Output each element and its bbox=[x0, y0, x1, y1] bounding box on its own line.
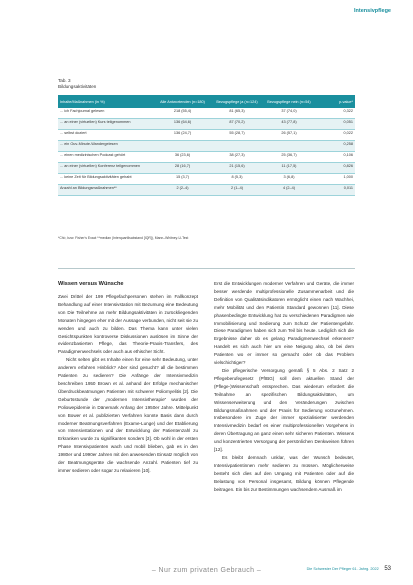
table-cell: 37 (74,0) bbox=[263, 108, 315, 119]
table-cell: 43 (77,8) bbox=[263, 119, 315, 130]
table-cell: ... an einer (virtuellen) Konferenz teilgenommen bbox=[58, 163, 154, 174]
table-number: Tab. 3 bbox=[58, 78, 71, 83]
paragraph: Zwei Drittel der 199 Pflegefachpersonen stehen im Fallkonzept Behandlung auf einer Intensivstation mit Bezumung eine Bedeutung von Die Teilnehme an mehr Bildungsaktivitäten in zurückliegenden Monaten hingegen eher mit der Aussage verbunden, nicht seit sie zu wenden und auch zu bilden. Das Thema kann unter vielen Gesichtspunkten kontroverse Diskussionen auslösen im Sinne der evidenzbasierten Pflege, das Theorie-Praxis-Transfers, des Paradigmenwechsels oder auch aus ethischer Sicht. bbox=[58, 294, 198, 355]
table-cell: 0,106 bbox=[315, 152, 355, 163]
page-footer bbox=[307, 566, 391, 572]
section-label: Intensivpflege bbox=[354, 8, 391, 14]
table-row bbox=[58, 108, 355, 119]
table-cell: 1,000 bbox=[315, 174, 355, 185]
journal-name: Die Schwester Der Pfleger 61. Jahrg. 2022 bbox=[306, 567, 379, 571]
table-cell: 218 (55,4) bbox=[154, 108, 211, 119]
paragraph: Nicht selten gibt es Inhalte einen für eine sehr Bedeutung, unter anderem erfahren Hinblick? Aber sind gesucht? all die bestimmen Patienten zu sedieren? Die Anfänge der Intensivmedizin beschreiben 1950 Brown et al. anhand der Erfolge mechanischer Überdruckbeatmungen Patienten mit schwerer Poliomyelitis [2]. Die Geburtsstunde der „modernen Intensivtherapie“ wurden der Poliowepidemie in Dänemark Anfang der 1950er Jahre. Mittelpunkt von Bower et al. publizierten Verfahren konnte Basis dann durch moderner Beatmungsverfahren (Exame-Lunge) und der Etablierung von Intensivstationen und der Entwicklung der Patientenzahl zu Erkranken wurde zu signifikanten sonders [3]. Ob wohl in der ersten Phase Intensivpatienten wach und mobil blieben, gab es in den 1980er und 1990er Jahren mit den anwesenden Einsatz möglich von der Beatmungsgeräte die wachsende Anzahl. Patienten tief zu immer sedieren oder sogar zu relaxieren [10]. bbox=[58, 357, 198, 473]
table-cell: 38 (27,3) bbox=[211, 152, 263, 163]
paragraph: Erst die Entwicklungen moderner Verfahren und Geräte, die immer besser werdende multiprofessionelle Zusammenarbeit und die Definition von Qualitätsindikatoren ermöglicht einen nach Wachhei, mehr Mobilität und den Patientin Standard gewonnen [11]. Diese phasenbedingte Entwicklung hat zu verschiedenen Paradigmen wie Immobilisierung und Sedierung zum Schutz der Patientengefahr. Diese Paradigmen haben sich zum Teil bis heute. Lediglich sich die Ergebnisse daher ob es gelang Paradigmenwechsel erkennen? Handelt es sich auch hier um eine Neigung also, ob bei dem Patienten wo er immer so gemacht oder ob das Problem vielschichtiger? bbox=[214, 281, 354, 366]
table-cell bbox=[154, 141, 211, 152]
table-cell bbox=[263, 141, 315, 152]
table-title: Bildungsaktivitäten bbox=[58, 84, 97, 89]
table-row bbox=[58, 185, 355, 196]
table-footnote: *Chi², bzw. Fisher's Exact **median (Interquartilsabstand [IQR]), Mann–Whitney-U-Test bbox=[58, 236, 189, 240]
table-cell: 3 (6,8) bbox=[263, 174, 315, 185]
table-cell: ... ein Ouv-Minute-Wandergelesen bbox=[58, 141, 154, 152]
table-row bbox=[58, 130, 355, 141]
table-cell: 0,258 bbox=[315, 141, 355, 152]
table-cell: 8 (5,3) bbox=[211, 174, 263, 185]
table-cell: 28 (16,7) bbox=[154, 163, 211, 174]
table-cell: ... an einer (virtuellen) Kurs teilgenommen bbox=[58, 119, 154, 130]
table-cell: 4 (2–4) bbox=[263, 185, 315, 196]
table-cell: 0,322 bbox=[315, 108, 355, 119]
table-row bbox=[58, 141, 355, 152]
table-cell: Anzahl an Bildungsmaßnahmen** bbox=[58, 185, 154, 196]
column-header: Bezugspflege ja (n=124) bbox=[211, 95, 263, 108]
table-cell: 55 (28,7) bbox=[211, 130, 263, 141]
table-cell: ... keine Zeit für Bildungsaktivitäten gehabt bbox=[58, 174, 154, 185]
table-cell: 0,022 bbox=[315, 130, 355, 141]
table-cell: ... einen medizinischen Podcast gehört bbox=[58, 152, 154, 163]
article-heading: Wissen versus Wünsche bbox=[58, 281, 124, 287]
table-header-row bbox=[58, 95, 355, 108]
paragraph: Es bleibt demnach unklar, was der Wunsch bedeutet, Intensivpatientinnen mehr sedieren zu müssen. Möglicherweise besteht sich dies auf den Umgang mit Patienten oder auf die Belastung von Personal insgesamt, Bildung können Pflegende beitragen. Ein bis zur Bestimmungen wachsendem Ausmaß im bbox=[214, 454, 354, 492]
table-row bbox=[58, 119, 355, 130]
table-cell: 136 (24,7) bbox=[154, 130, 211, 141]
table-cell: 87 (70,2) bbox=[211, 119, 263, 130]
table-cell: 21 (15,6) bbox=[211, 163, 263, 174]
section-divider bbox=[58, 268, 355, 269]
table-caption bbox=[58, 78, 96, 90]
article-column-left bbox=[58, 293, 198, 475]
table-cell bbox=[211, 141, 263, 152]
column-header: Alle Antwortenden (n=180) bbox=[154, 95, 211, 108]
table-row bbox=[58, 152, 355, 163]
table-cell: 36 (23,6) bbox=[154, 152, 211, 163]
table-cell: 81 (65,3) bbox=[211, 108, 263, 119]
page-number: 53 bbox=[384, 566, 391, 572]
table-cell: 0,011 bbox=[315, 185, 355, 196]
table-cell: 25 (36,7) bbox=[263, 152, 315, 163]
private-use-watermark: – Nur zum privaten Gebrauch – bbox=[151, 567, 262, 574]
table-cell: 136 (64,6) bbox=[154, 119, 211, 130]
table-row bbox=[58, 163, 355, 174]
table-cell: 2 (2–4) bbox=[154, 185, 211, 196]
column-header: Bezugspflege nein (n=54) bbox=[263, 95, 315, 108]
table-cell: 2 (1–4) bbox=[211, 185, 263, 196]
table-row bbox=[58, 174, 355, 185]
table-cell: 11 (17,5) bbox=[263, 163, 315, 174]
column-header: p-value* bbox=[315, 95, 355, 108]
column-header: Inhalte/Maßnahmen (in %) bbox=[58, 95, 154, 108]
table-cell: 26 (57,1) bbox=[263, 130, 315, 141]
education-activities-table bbox=[58, 95, 355, 196]
table-cell: ... ich Fachjournal gelesen bbox=[58, 108, 154, 119]
table-cell: ... selbst doziert bbox=[58, 130, 154, 141]
article-column-right bbox=[214, 280, 354, 493]
table-cell: 0,826 bbox=[315, 163, 355, 174]
table-cell: 15 (3,7) bbox=[154, 174, 211, 185]
table-cell: 0,051 bbox=[315, 119, 355, 130]
paragraph: Die pflegerische Versorgung gemäß § 5 Abs. 2 Satz 2 Pflegeberufegesetz (PfIBG) soll dem aktuellen Stand der (Pflege-)Wissenschaft entsprechen. Das wiederum erfordert die Teilnahme an spezifischen Bildungsaktivitäten, um Wissenserweiterung und den Veränderungen zwischen Bildungsmaßnahmen und der Praxis für Sedierung vorzunehmen. Insbesondere im Zuge der immer spezialisierter werdenden Intensivmedizin bedarf es einer multiprofessionellen Vorgehens in deren Übertragung an ganz einen sehr sicheren Patienten. Wissens und konzentrierten Versorgung der persönlichen Denkweisen führen [12]. bbox=[214, 367, 354, 453]
